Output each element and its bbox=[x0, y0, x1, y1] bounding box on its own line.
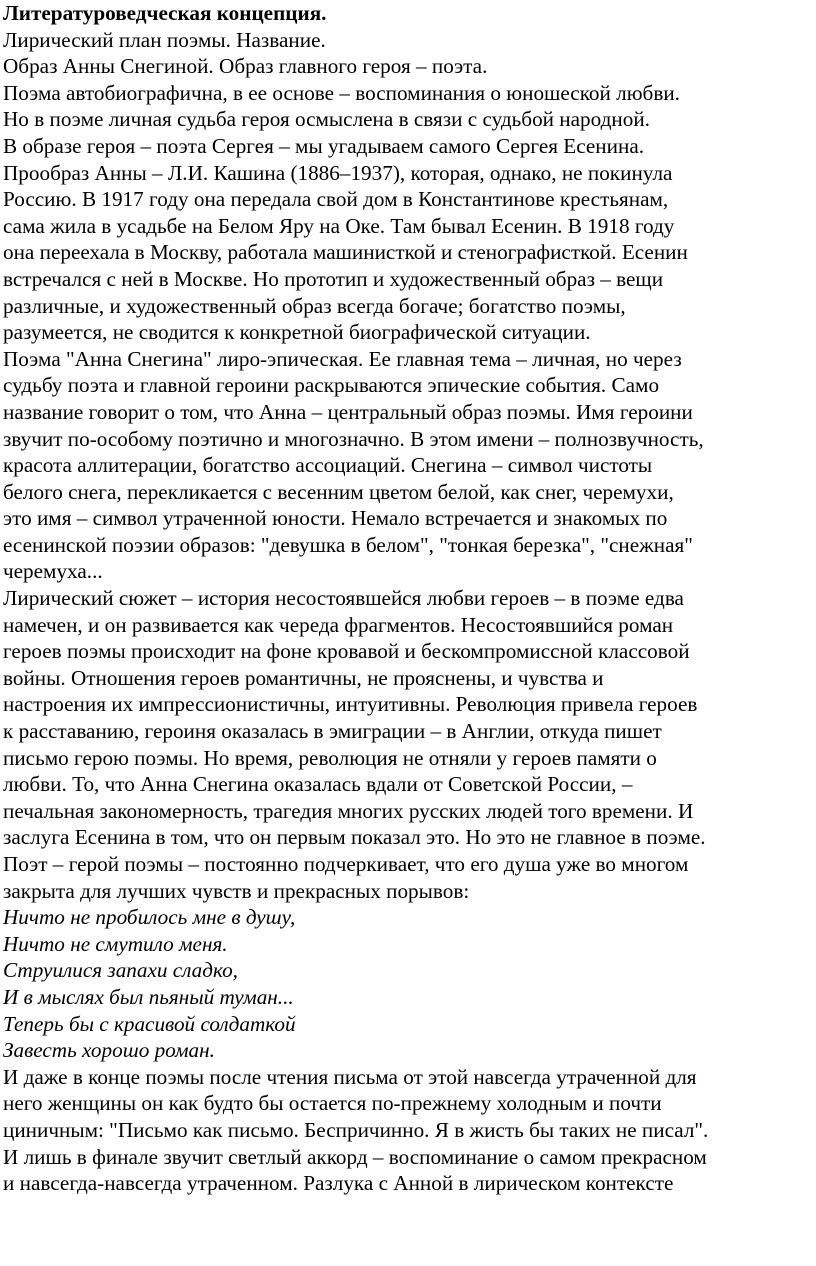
poem-line: Ничто не смутило меня. bbox=[3, 931, 228, 956]
text-line: него женщины он как будто бы остается по-прежнему холодным и почти bbox=[3, 1091, 662, 1116]
text-line: различные, и художественный образ всегда богаче; богатство поэмы, bbox=[3, 293, 626, 318]
text-line: намечен, и он развивается как череда фрагментов. Несостоявшийся роман bbox=[3, 612, 674, 637]
text-line: Прообраз Анны – Л.И. Кашина (1886–1937), которая, однако, не покинула bbox=[3, 160, 673, 185]
closing-text bbox=[3, 1064, 815, 1197]
text-line: И лишь в финале звучит светлый аккорд – воспоминание о самом прекрасном bbox=[3, 1144, 707, 1169]
text-line: красота аллитерации, богатство ассоциаций. Снегина – символ чистоты bbox=[3, 453, 653, 478]
document-heading: Литературоведческая концепция. bbox=[3, 1, 327, 25]
text-line: Россию. В 1917 году она передала свой дом в Константинове крестьянам, bbox=[3, 187, 669, 212]
text-line: и навсегда-навсегда утраченном. Разлука с Анной в лирическом контексте bbox=[3, 1171, 674, 1196]
text-line: Образ Анны Снегиной. Образ главного героя – поэта. bbox=[3, 54, 488, 79]
text-line: настроения их импрессионистичны, интуитивны. Революция привела героев bbox=[3, 692, 698, 717]
text-line: Поэма "Анна Снегина" лиро-эпическая. Ее главная тема – личная, но через bbox=[3, 346, 682, 371]
text-line: Но в поэме личная судьба героя осмыслена в связи с судьбой народной. bbox=[3, 107, 650, 132]
text-line: письмо герою поэмы. Но время, революция не отняли у героев памяти о bbox=[3, 745, 657, 770]
poem-quote bbox=[3, 904, 815, 1064]
text-line: название говорит о том, что Анна – центральный образ поэмы. Имя героини bbox=[3, 399, 693, 424]
text-line: войны. Отношения героев романтичны, не прояснены, и чувства и bbox=[3, 665, 604, 690]
text-line: черемуха... bbox=[3, 559, 103, 584]
body-text bbox=[3, 27, 815, 905]
text-line: заслуга Есенина в том, что он первым показал это. Но это не главное в поэме. bbox=[3, 825, 706, 850]
poem-line: Теперь бы с красивой солдаткой bbox=[3, 1011, 296, 1036]
text-line: циничным: "Письмо как письмо. Беспричинно. Я в жисть бы таких не писал". bbox=[3, 1117, 709, 1142]
poem-line: Ничто не пробилось мне в душу, bbox=[3, 905, 296, 930]
poem-line: И в мыслях был пьяный туман... bbox=[3, 984, 294, 1009]
text-line: Лирический план поэмы. Название. bbox=[3, 27, 326, 52]
text-line: белого снега, перекликается с весенним цветом белой, как снег, черемухи, bbox=[3, 479, 674, 504]
text-line: Поэма автобиографична, в ее основе – воспоминания о юношеской любви. bbox=[3, 80, 680, 105]
text-line: разумеется, не сводится к конкретной биографической ситуации. bbox=[3, 320, 591, 345]
text-line: любви. То, что Анна Снегина оказалась вдали от Советской России, – bbox=[3, 772, 633, 797]
text-line: сама жила в усадьбе на Белом Яру на Оке. Там бывал Есенин. В 1918 году bbox=[3, 213, 675, 238]
text-line: к расставанию, героиня оказалась в эмиграции – в Англии, откуда пишет bbox=[3, 719, 662, 744]
text-line: Лирический сюжет – история несостоявшейся любви героев – в поэме едва bbox=[3, 586, 684, 611]
text-line: печальная закономерность, трагедия многих русских людей того времени. И bbox=[3, 798, 694, 823]
text-line: закрыта для лучших чувств и прекрасных порывов: bbox=[3, 878, 470, 903]
poem-line: Завесть хорошо роман. bbox=[3, 1038, 215, 1063]
document-page bbox=[3, 0, 815, 1197]
text-line: судьбу поэта и главной героини раскрываются эпические события. Само bbox=[3, 373, 660, 398]
text-line: Поэт – герой поэмы – постоянно подчеркивает, что его душа уже во многом bbox=[3, 852, 689, 876]
text-line: она переехала в Москву, работала машинисткой и стенографисткой. Есенин bbox=[3, 240, 688, 265]
text-line: есенинской поэзии образов: "девушка в белом", "тонкая березка", "снежная" bbox=[3, 532, 693, 557]
text-line: встречался с ней в Москве. Но прототип и художественный образ – вещи bbox=[3, 266, 664, 291]
text-line: это имя – символ утраченной юности. Немало встречается и знакомых по bbox=[3, 506, 668, 531]
text-line: И даже в конце поэмы после чтения письма от этой навсегда утраченной для bbox=[3, 1064, 697, 1089]
text-line: В образе героя – поэта Сергея – мы угадываем самого Сергея Есенина. bbox=[3, 133, 645, 158]
text-line: героев поэмы происходит на фоне кровавой и бескомпромиссной классовой bbox=[3, 639, 690, 664]
poem-line: Струилися запахи сладко, bbox=[3, 958, 238, 983]
text-line: звучит по-особому поэтично и многозначно. В этом имени – полнозвучность, bbox=[3, 426, 704, 451]
